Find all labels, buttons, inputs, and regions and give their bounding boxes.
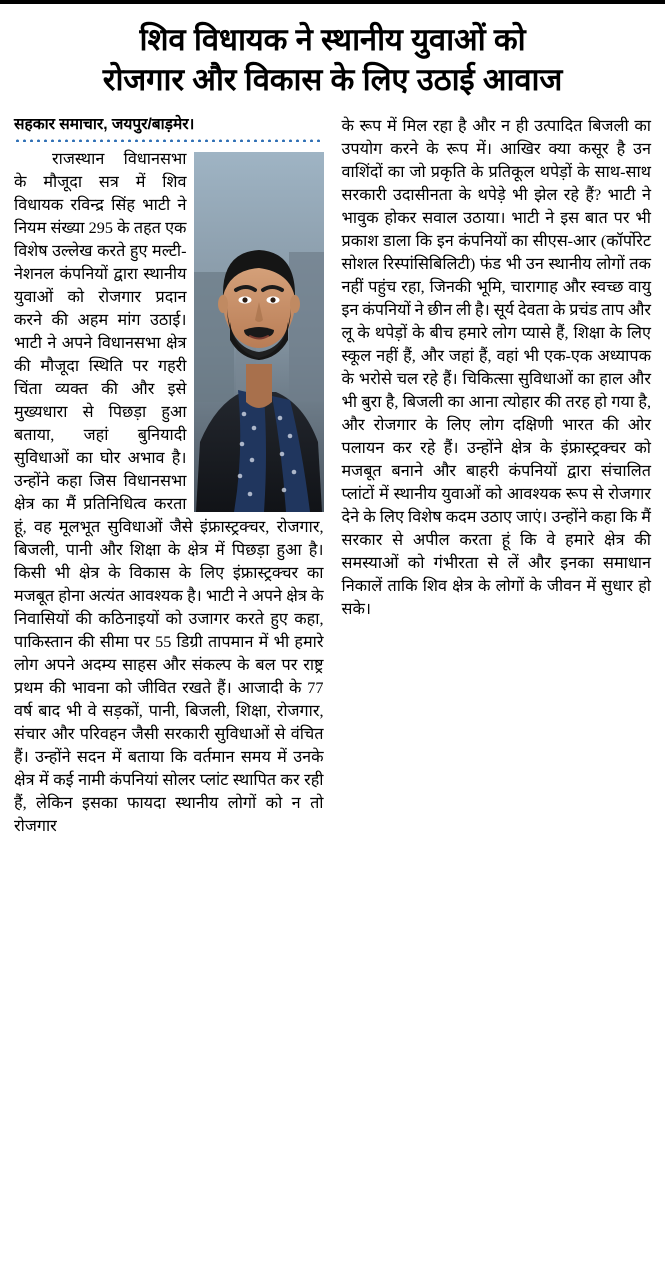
page-top-rule (0, 0, 665, 4)
left-column-paragraph: राजस्थान विधानसभा के मौजूदा सत्र में शिव विधायक रविन्द्र सिंह भाटी ने नियम संख्या 295 के तहत एक विशेष उल्लेख करते हुए मल्टी-नेशनल कंपनियों द्वारा स्थानीय युवाओं को रोजगार प्रदान करने की अहम मांग उठाई। भाटी ने अपने विधानसभा क्षेत्र की मौजूदा स्थिति पर गहरी चिंता व्यक्त की और इसे मुख्यधारा से पिछड़ा हुआ बताया, जहां बुनियादी सुविधाओं का घोर अभाव है। उन्होंने कहा जिस विधानसभा क्षेत्र का मैं प्रतिनिधित्व करता हूं, वह मूलभूत सुविधाओं जैसे इंफ्रास्ट्रक्चर, रोजगार, बिजली, पानी और शिक्षा के क्षेत्र में पिछड़ा हुआ है। किसी भी क्षेत्र के विकास के लिए इंफ्रास्ट्रक्चर का मजबूत होना अत्यंत आवश्यक है। भाटी ने अपने क्षेत्र के निवासियों की कठिनाइयों को उजागर करते हुए कहा, पाकिस्तान की सीमा पर 55 डिग्री तापमान में भी हमारे लोग अपने अदम्य साहस और संकल्प के बल पर राष्ट्र प्रथम की भावना को जीवित रखते हैं। आजादी के 77 वर्ष बाद भी वे सड़कों, पानी, बिजली, शिक्षा, रोजगार, संचार और परिवहन जैसी सरकारी सुविधाओं से वंचित हैं। उन्होंने सदन में बताया कि वर्तमान समय में उनके क्षेत्र में कई नामी कंपनियां सोलर प्लांट स्थापित कर रही हैं, लेकिन इसका फायदा स्थानीय लोगों को न तो रोजगार (14, 149, 324, 835)
byline: सहकार समाचार, जयपुर/बाड़मेर। (14, 115, 195, 133)
right-column-paragraph: के रूप में मिल रहा है और न ही उत्पादित बिजली का उपयोग करने के रूप में। आखिर क्या कसूर है उन वाशिंदों का जो प्रकृति के प्रतिकूल थपेड़ों के साथ-साथ सरकारी उदासीनता के थपेड़े भी झेल रहे हैं? भाटी ने भावुक होकर सवाल उठाया। भाटी ने इस बात पर भी प्रकाश डाला कि इन कंपनियों का सीएस-आर (कॉर्पोरेट सोशल रिस्पांसिबिलिटी) फंड भी उन स्थानीय लोगों तक नहीं पहुंच रहा, जिनकी भूमि, चारागाह और स्वच्छ वायु इन कंपनियों ने छीन ली है। सूर्य देवता के प्रचंड ताप और लू के थपेड़ों के बीच हमारे लोग प्यासे हैं, शिक्षा के लिए स्कूल नहीं हैं, और जहां हैं, वहां भी एक-एक अध्यापक के भरोसे चल रहे हैं। चिकित्सा सुविधाओं का हाल और भी बुरा है, बिजली का आना त्योहार की तरह हो गया है, और रोजगार के लिए लोग दक्षिणी भारत की ओर पलायन कर रहे हैं। उन्होंने क्षेत्र के इंफ्रास्ट्रक्चर को मजबूत बनाने और बाहरी कंपनियों द्वारा संचालित प्लांटों में स्थानीय युवाओं को आवश्यक रूप से रोजगार देने के लिए विशेष कदम उठाए जाएं। उन्होंने कहा कि मैं सरकार से अपील करता हूं कि वे हमारे क्षेत्र की समस्याओं को गंभीरता से लें और इनका समाधान निकालें ताकि शिव क्षेत्र के लोगों के जीवन में सुधार हो सके। (341, 116, 651, 618)
headline-line-2: रोजगार और विकास के लिए उठाई आवाज (102, 62, 563, 98)
headline-line-1: शिव विधायक ने स्थानीय युवाओं को (139, 22, 526, 57)
portrait-image (194, 152, 324, 512)
page-title (14, 20, 651, 101)
article-columns (14, 115, 651, 1265)
politician-portrait-photo (194, 152, 324, 512)
byline-divider (14, 138, 324, 142)
left-column (14, 115, 324, 838)
right-column (342, 115, 652, 621)
